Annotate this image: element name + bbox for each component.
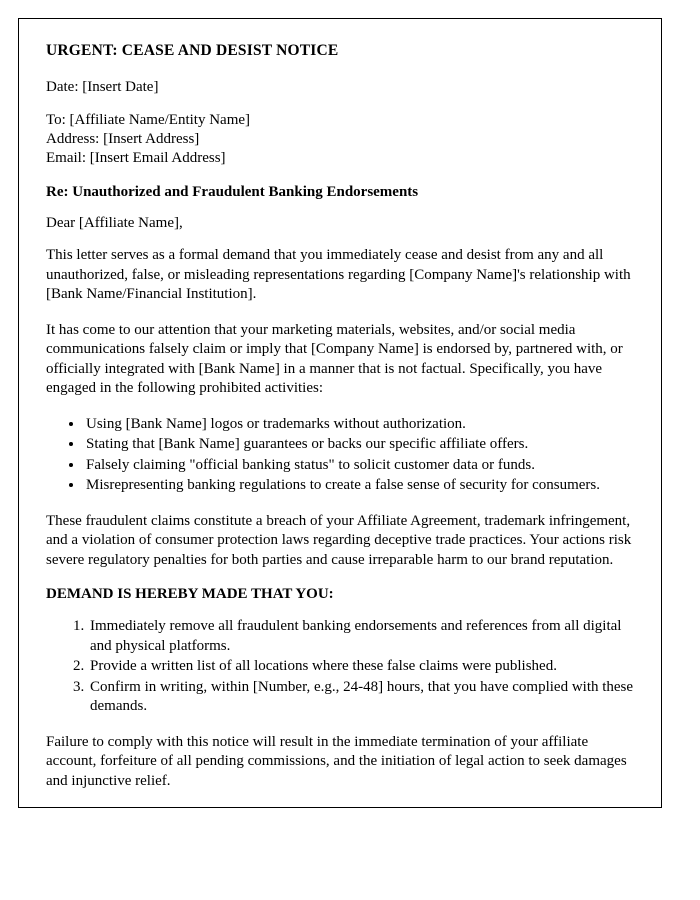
list-item: 3. Confirm in writing, within [Number, e.g., 24-48] hours, that you have complied with these demands. xyxy=(88,678,636,717)
list-item: • Stating that [Bank Name] guarantees or backs our specific affiliate offers. xyxy=(84,435,636,455)
demand-heading: DEMAND IS HEREBY MADE THAT YOU: xyxy=(46,586,334,602)
demands-list xyxy=(46,617,636,717)
breach-paragraph: These fraudulent claims constitute a breach of your Affiliate Agreement, trademark infringement, and a violation of consumer protection laws regarding deceptive trade practices. Your actions risk severe regulatory penalties for both parties and cause irreparable harm to our brand reputation. xyxy=(46,512,632,568)
intro-paragraph: This letter serves as a formal demand that you immediately cease and desist from any and all unauthorized, false, or misleading representations regarding [Company Name]'s relationship with [Bank Name/Financial Institution]. xyxy=(46,247,631,302)
allegations-paragraph: It has come to our attention that your marketing materials, websites, and/or social media communications falsely claim or imply that [Company Name] is endorsed by, partnered with, or officially integrated with [Bank Name] in a manner that is not factual. Specifically, you have engaged in the following prohibited activities: xyxy=(46,321,623,396)
list-item: 1. Immediately remove all fraudulent banking endorsements and references from all digital and physical platforms. xyxy=(88,617,636,656)
recipient-email-line: Email: [Insert Email Address] xyxy=(46,150,226,166)
document-title: URGENT: CEASE AND DESIST NOTICE xyxy=(46,42,339,59)
list-item: • Falsely claiming "official banking status" to solicit customer data or funds. xyxy=(84,456,636,476)
list-item: • Misrepresenting banking regulations to create a false sense of security for consumers. xyxy=(84,476,636,496)
date-line: Date: [Insert Date] xyxy=(46,79,159,95)
subject-line: Re: Unauthorized and Fraudulent Banking Endorsements xyxy=(46,184,419,200)
recipient-address-line: Address: [Insert Address] xyxy=(46,131,200,147)
list-item: 2. Provide a written list of all locations where these false claims were published. xyxy=(88,657,636,677)
salutation: Dear [Affiliate Name], xyxy=(46,215,183,231)
closing-paragraph: Failure to comply with this notice will result in the immediate termination of your affiliate account, forfeiture of all pending commissions, and the initiation of legal action to seek damages and injunctive relief. xyxy=(46,733,627,789)
recipient-to-line: To: [Affiliate Name/Entity Name] xyxy=(46,112,251,128)
document-content xyxy=(46,42,636,791)
date-block xyxy=(46,78,636,97)
prohibited-activities-list xyxy=(46,415,636,496)
list-item: • Using [Bank Name] logos or trademarks without authorization. xyxy=(84,415,636,435)
recipient-block xyxy=(46,111,636,168)
